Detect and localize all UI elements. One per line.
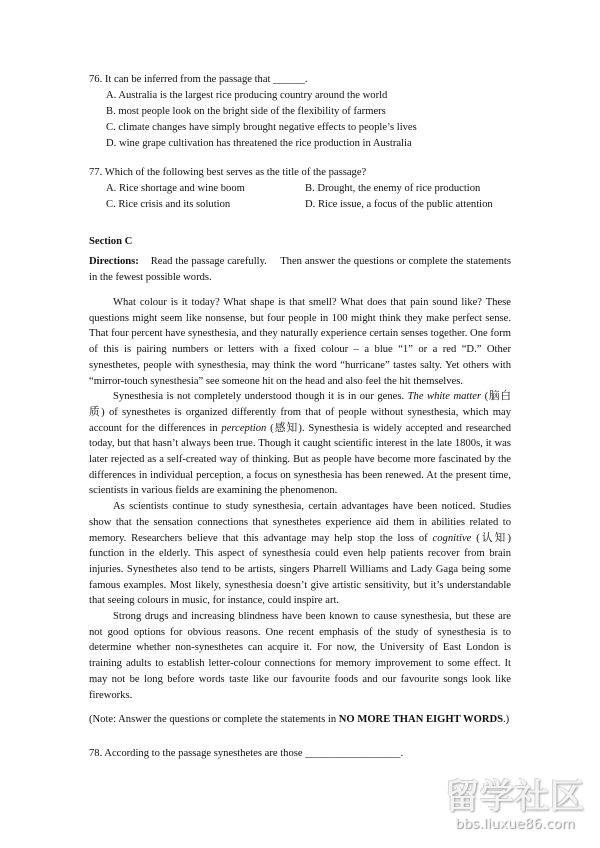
p3-text-b: function in the elderly. This aspect of synesthesia could even help patients recover from brain injuries. Synesthetes also tend to be artists, singers Pharrell Williams and Lady Gaga being some famous examples. Most likely, synesthesia doesn’t give artistic sensitivity, but it’s understandable that seeing colours in music, for instance, could inspire art.: [89, 548, 511, 607]
question-76-option-c: C. climate changes have simply brought negative effects to people’s lives: [106, 122, 417, 133]
question-76-stem: 76. It can be inferred from the passage that ______.: [89, 74, 308, 85]
p2-text-c: . Synesthesia is widely accepted and researched today, but that hasn’t always been true. Though it caught scientific interest in the late 1800s, it was later rejected as a self-created way of thinking. But as people have become more fascinated by the differences in individual perception, a focus on synesthesia has been renewed. At the present time, scientists in various fields are examining the phenomenon.: [89, 422, 511, 497]
section-title: Section C: [89, 236, 133, 247]
passage-paragraph-1: What colour is it today? What shape is that smell? What does that pain sound like? These questions might seem like nonsense, but four people in 100 might think they make perfect sense. That four percent have synesthesia, and they naturally experience certain senses together. One form of this is pairing numbers or letters with a fixed colour – a blue “1” or a red “D.” Other synesthetes, people with synesthesia, may think the word “hurricane” tastes salty. Yet others with “mirror-touch synesthesia” see someone hit on the head and also feel the hit themselves.: [89, 297, 511, 387]
gloss-white-matter: (脑白质): [89, 391, 511, 418]
question-77-option-d: D. Rice issue, a focus of the public attention: [305, 199, 493, 210]
directions-label: Directions:: [89, 256, 139, 267]
note-suffix: .): [503, 714, 510, 725]
question-76-option-a: A. Australia is the largest rice producing country around the world: [106, 90, 388, 101]
note-prefix: (Note: Answer the questions or complete the statements in: [89, 714, 339, 725]
gloss-cognitive: (认知): [471, 532, 511, 544]
answer-note: [89, 712, 509, 728]
section-directions: [89, 254, 511, 285]
passage-paragraph-3: [89, 499, 511, 609]
p2-text-a: Synesthesia is not completely understood though it is in our genes.: [113, 391, 408, 403]
term-cognitive: cognitive: [432, 532, 472, 544]
question-77-option-a: A. Rice shortage and wine boom: [106, 183, 245, 194]
question-77-option-b: B. Drought, the enemy of rice production: [305, 183, 481, 194]
watermark-brand-text: 留学社区: [445, 777, 585, 817]
passage-paragraph-4: Strong drugs and increasing blindness have been known to cause synesthesia, but these are not good options for obvious reasons. One recent emphasis of the study of synesthesia is to determine whether non-synesthetes can acquire it. For now, the University of East London is training adults to establish letter-colour connections for memory improvement to some effect. It may not be long before words taste like our favourite foods and our favourite songs look like fireworks.: [89, 611, 511, 701]
gloss-perception: (感知): [266, 422, 302, 434]
term-perception: perception: [221, 422, 267, 434]
question-78-stem: 78. According to the passage synesthetes are those __________________.: [89, 748, 404, 759]
note-emphasis: NO MORE THAN EIGHT WORDS: [338, 714, 504, 725]
question-76-option-d: D. wine grape cultivation has threatened the rice production in Australia: [106, 138, 412, 149]
term-white-matter: The white matter: [407, 391, 482, 403]
question-77-stem: 77. Which of the following best serves as the title of the passage?: [89, 167, 367, 178]
question-76-option-b: B. most people look on the bright side of the flexibility of farmers: [106, 106, 386, 117]
passage-paragraph-2: [89, 389, 511, 499]
directions-text: Read the passage carefully. Then answer the questions or complete the statements in the fewest possible words.: [89, 256, 511, 283]
p3-text-a: As scientists continue to study synesthesia, certain advantages have been noticed. Studies show that the sensation connections that synesthetes experience aid them in abilities related to memory. Researchers believe that this advantage may help stop the loss of: [89, 501, 511, 544]
p2-text-b: of synesthetes is organized differently from that of people without synesthesia, which may account for the differences in: [89, 406, 511, 434]
site-watermark: [440, 778, 590, 844]
watermark-url-text: bbs.liuxue86.com: [455, 816, 575, 832]
question-77-option-c: C. Rice crisis and its solution: [106, 199, 231, 210]
passage: [89, 295, 511, 703]
